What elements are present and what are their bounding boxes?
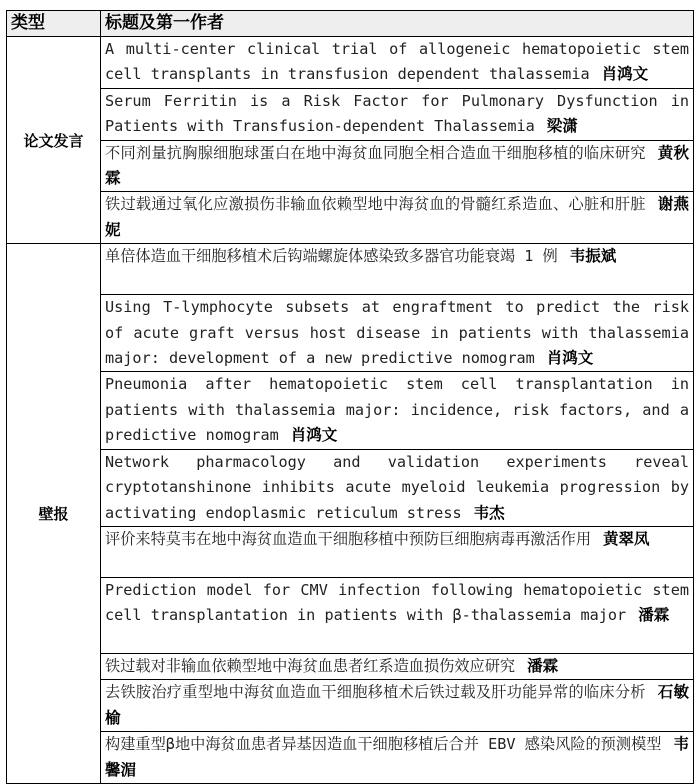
entry-cell (101, 732, 694, 784)
section-type-cell: 论文发言 (7, 37, 101, 244)
table-row (7, 295, 694, 372)
entry-cell (101, 680, 694, 732)
entry-cell (101, 653, 694, 679)
first-author: 石敏榆 (105, 683, 689, 727)
first-author: 黄秋霖 (105, 143, 689, 188)
entry-cell (101, 372, 694, 449)
table-row (7, 37, 694, 89)
table-row (7, 577, 694, 653)
paper-title: 铁过载对非输血依赖型地中海贫血患者红系造血损伤效应研究 (105, 656, 516, 675)
paper-title: 构建重型β地中海贫血患者异基因造血干细胞移植后合并 EBV 感染风险的预测模型 (105, 735, 662, 754)
first-author: 潘霖 (638, 606, 670, 625)
first-author: 肖鸿文 (290, 426, 338, 445)
entry-cell (101, 192, 694, 244)
table-row (7, 140, 694, 192)
header-title-cell: 标题及第一作者 (101, 11, 694, 37)
table-header-row (7, 11, 694, 37)
paper-title: Serum Ferritin is a Risk Factor for Pulmonary Dysfunction in Patients with Transfusion-dependent Thalassemia (105, 91, 689, 136)
paper-title: A multi-center clinical trial of allogeneic hematopoietic stem cell transplants in transfusion dependent thalassemia (105, 40, 689, 84)
entry-cell (101, 140, 694, 192)
paper-title: 评价来特莫韦在地中海贫血造血干细胞移植中预防巨细胞病毒再激活作用 (105, 529, 591, 548)
paper-title: Network pharmacology and validation experiments reveal cryptotanshinone inhibits acute myeloid leukemia progression by activating endoplasmic reticulum stress (105, 452, 689, 522)
table-row (7, 244, 694, 295)
entry-cell (101, 244, 694, 295)
entry-cell (101, 449, 694, 526)
section-type-cell: 壁报 (7, 244, 101, 784)
entry-cell (101, 37, 694, 89)
entry-cell (101, 526, 694, 577)
first-author: 梁潇 (546, 117, 578, 136)
paper-title: 去铁胺治疗重型地中海贫血造血干细胞移植术后铁过载及肝功能异常的临床分析 (105, 683, 646, 702)
paper-title: Pneumonia after hematopoietic stem cell transplantation in patients with thalassemia major: incidence, risk factors, and a predictive nomogram (105, 375, 689, 445)
first-author: 韦振斌 (569, 247, 617, 266)
entry-cell (101, 577, 694, 653)
table-row (7, 192, 694, 244)
paper-title: 铁过载通过氧化应激损伤非输血依赖型地中海贫血的骨髓红系造血、心脏和肝脏 (105, 195, 646, 214)
paper-list-table (6, 10, 694, 784)
paper-title: Using T-lymphocyte subsets at engraftment to predict the risk of acute graft versus host disease in patients with thalassemia major: development of a new predictive nomogram (105, 298, 689, 368)
first-author: 韦馨湄 (105, 735, 689, 779)
header-type-cell: 类型 (7, 11, 101, 37)
table-row (7, 372, 694, 449)
table-row (7, 732, 694, 784)
paper-title: Prediction model for CMV infection following hematopoietic stem cell transplantation in patients with β-thalassemia major (105, 580, 689, 625)
table-row (7, 653, 694, 679)
first-author: 肖鸿文 (546, 349, 594, 368)
table-row (7, 88, 694, 140)
paper-title: 不同剂量抗胸腺细胞球蛋白在地中海贫血同胞全相合造血干细胞移植的临床研究 (105, 143, 646, 162)
entry-cell (101, 295, 694, 372)
table-row (7, 680, 694, 732)
first-author: 潘霖 (527, 656, 559, 675)
first-author: 韦杰 (473, 503, 505, 522)
first-author: 黄翠凤 (603, 529, 650, 548)
table-row (7, 449, 694, 526)
entry-cell (101, 88, 694, 140)
first-author: 肖鸿文 (601, 65, 649, 84)
first-author: 谢燕妮 (105, 195, 689, 239)
table-row (7, 526, 694, 577)
paper-title: 单倍体造血干细胞移植术后钩端螺旋体感染致多器官功能衰竭 1 例 (105, 247, 558, 266)
